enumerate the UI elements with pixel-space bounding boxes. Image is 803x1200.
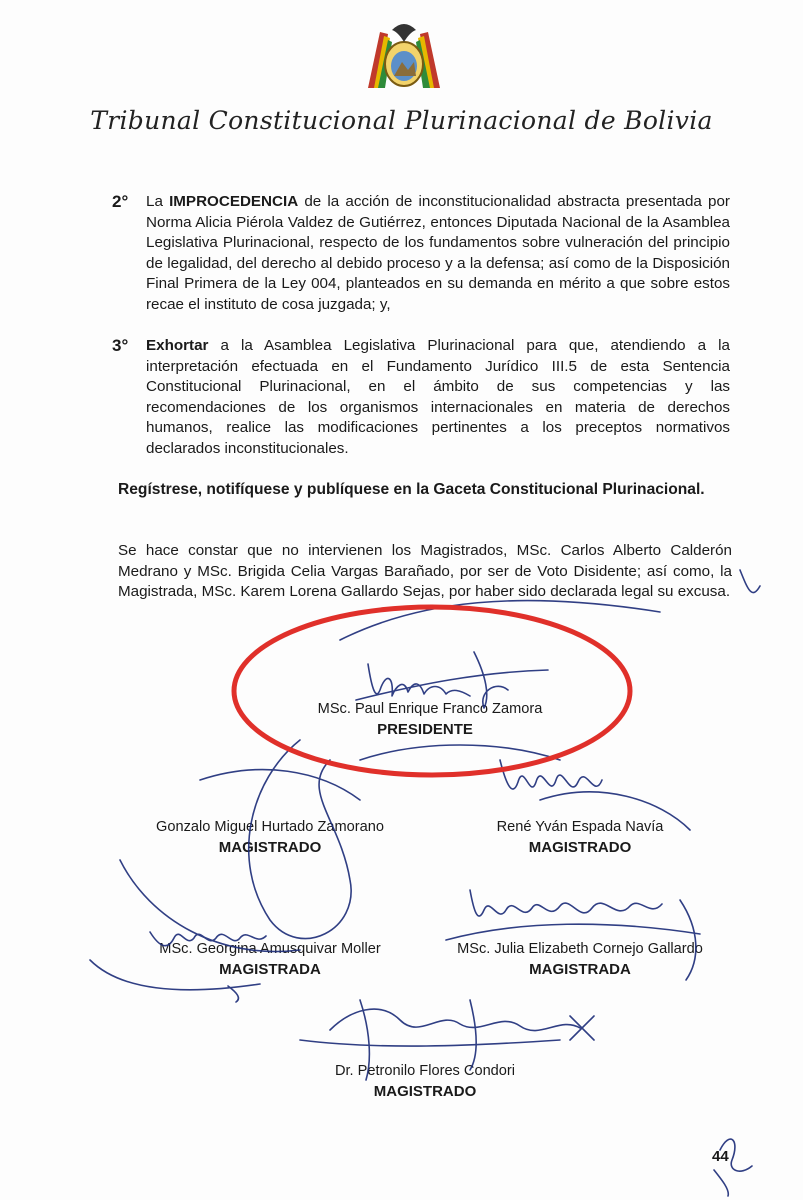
signatory-name: MSc. Julia Elizabeth Cornejo Gallardo: [457, 941, 703, 957]
page-number: 44: [712, 1148, 729, 1165]
institution-title: Tribunal Constitucional Plurinacional de Bolivia: [90, 106, 713, 135]
item-keyword: IMPROCEDENCIA: [169, 193, 299, 210]
item-text: de la acción de inconstitucionalidad abstracta presentada por Norma Alicia Piérola Valdez de Gutiérrez, entonces Diputada Nacional de la Asamblea Legislativa Plurinacional, respecto de los fundamentos sobre vulneración del principio de legalidad, del derecho al debido proceso y a la defensa; así como de la Disposición Final Primera de la Ley 004, planteados en su demanda en mérito a que sobre estos recae el instituto de cosa juzgada; y,: [146, 193, 730, 313]
closing-statement: Regístrese, notifíquese y publíquese en la Gaceta Constitucional Plurinacional.: [118, 481, 705, 498]
item-text: a la Asamblea Legislativa Plurinacional para que, atendiendo a la interpretación efectuada en el Fundamento Jurídico III.5 de esta Sentencia Constitucional Plurinacional, en el ámbito de sus competencias y las recomendaciones de los organismos internacionales en materia de derechos humanos, realice las modificaciones pertinentes a los preceptos normativos declarados inconstitucionales.: [146, 337, 730, 457]
resolution-item-3: [112, 336, 730, 459]
bolivia-coat-of-arms-icon: [358, 18, 450, 96]
signatory-role: MAGISTRADO: [218, 839, 322, 856]
signatory-role: MAGISTRADO: [528, 839, 632, 856]
signatory-name: Gonzalo Miguel Hurtado Zamorano: [156, 819, 384, 835]
resolution-item-2: [112, 192, 730, 315]
abstention-note: Se hace constar que no intervienen los Magistrados, MSc. Carlos Alberto Calderón Medrano y MSc. Brigida Celia Vargas Barañado, por ser de Voto Disidente; así como, la Magistrada, MSc. Karem Lorena Gallardo Sejas, por haber sido declarada legal su excusa.: [118, 542, 732, 600]
item-number: 3°: [112, 336, 129, 355]
item-keyword: Exhortar: [146, 337, 209, 354]
president-name: MSc. Paul Enrique Franco Zamora: [317, 701, 543, 717]
item-number: 2°: [112, 192, 129, 211]
highlight-circle: [234, 607, 630, 775]
signatory-role: MAGISTRADA: [529, 961, 631, 978]
signatory-name: René Yván Espada Navía: [496, 819, 664, 835]
signatory-role: MAGISTRADO: [373, 1083, 477, 1100]
signatory-name: MSc. Georgina Amusquivar Moller: [159, 941, 381, 957]
president-role: PRESIDENTE: [377, 721, 473, 738]
signatory-name: Dr. Petronilo Flores Condori: [334, 1063, 516, 1079]
signatory-role: MAGISTRADA: [219, 961, 321, 978]
item-lead: La: [146, 193, 170, 210]
